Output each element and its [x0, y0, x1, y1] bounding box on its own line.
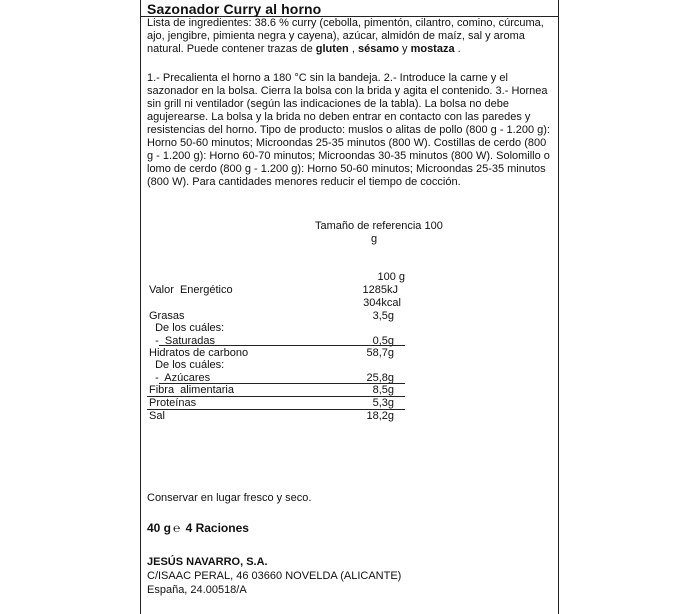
nutrient-row: [149, 322, 549, 335]
nutrient-name: Grasas: [149, 310, 185, 322]
nutrient-row: [149, 410, 549, 423]
nutrient-name: - Saturadas: [149, 335, 216, 347]
nutrient-value: 8,5g: [372, 384, 394, 396]
energy-kj: 1285kJ: [362, 284, 398, 296]
company-name: JESÚS NAVARRO, S.A.: [147, 556, 268, 568]
product-title: Sazonador Curry al horno: [147, 1, 322, 17]
product-label: [140, 0, 559, 614]
allergen-separator: ,: [348, 43, 358, 55]
allergen-mustard: mostaza: [410, 43, 455, 55]
manufacturer: [147, 555, 401, 597]
estimated-sign-icon: ℮: [173, 521, 181, 535]
reference-size-line1: Tamaño de referencia 100: [315, 220, 443, 232]
nutrient-name: - Azúcares: [149, 372, 211, 384]
ingredients-end: .: [454, 43, 461, 55]
energy-label: Valor Energético: [149, 284, 233, 296]
per-unit-header: 100 g: [377, 271, 405, 283]
energy-row: [149, 284, 549, 309]
nutrient-name: Proteínas: [149, 397, 197, 409]
storage-instructions: Conservar en lugar fresco y seco.: [147, 492, 312, 504]
reference-size: [315, 220, 447, 246]
nutrient-row: [149, 359, 549, 372]
nutrient-name: Fibra alimentaria: [149, 384, 234, 396]
net-weight-value: 40 g: [147, 521, 172, 535]
allergen-separator: y: [398, 43, 411, 55]
ingredients-text: Lista de ingredientes: 38.6 % curry (cebolla, pimentón, cilantro, comino, cúrcuma, ajo, jengibre, pimienta negra y cayena), azúcar, almidón de maíz, sal y aroma natural. Puede contener trazas de: [147, 17, 544, 55]
nutrient-name: De los cuáles:: [149, 322, 225, 334]
nutrient-value: 5,3g: [372, 397, 394, 409]
nutrient-value: 18,2g: [366, 410, 394, 422]
nutrient-value: 58,7g: [366, 347, 394, 359]
nutrient-name: Hidratos de carbono: [149, 347, 249, 359]
nutrient-value: 3,5g: [372, 310, 394, 322]
energy-kcal: 304kcal: [363, 297, 401, 309]
net-weight: [147, 521, 249, 535]
nutrient-name: De los cuáles:: [149, 359, 225, 371]
company-registry: España, 24.00518/A: [147, 584, 247, 596]
nutrient-value: 0,5g: [372, 335, 394, 347]
company-address: C/ISAAC PERAL, 46 03660 NOVELDA (ALICANTE): [147, 570, 402, 582]
nutrient-name: Sal: [149, 410, 165, 422]
portions: 4 Raciones: [185, 521, 249, 535]
allergen-gluten: gluten: [315, 43, 349, 55]
row-underline: [159, 345, 405, 346]
reference-size-line2: g: [371, 233, 378, 245]
nutrient-value: 25,8g: [366, 372, 394, 384]
allergen-sesame: sésamo: [357, 43, 399, 55]
cooking-instructions: 1.- Precalienta el horno a 180 °C sin la bandeja. 2.- Introduce la carne y el sazonador en la bolsa. Cierra la bolsa con la brida y agita el contenido. 3.- Hornea sin grill ni ventilador (según las indicaciones de la tabla). La bolsa no debe agujerearse. La bolsa y la brida no deben entrar en contacto con las paredes y resistencias del horno. Tipo de producto: muslos o alitas de pollo (800 g - 1.200 g): Horno 50-60 minutos; Microondas 25-35 minutos (800 W). Costillas de cerdo (800 g - 1.200 g): Horno 60-70 minutos; Microondas 30-35 minutos (800 W). Solomillo o lomo de cerdo (800 g - 1.200 g): Horno 50-60 minutos; Microondas 25-35 minutos (800 W). Para cantidades menores reducir el tiempo de cocción.: [147, 72, 550, 188]
